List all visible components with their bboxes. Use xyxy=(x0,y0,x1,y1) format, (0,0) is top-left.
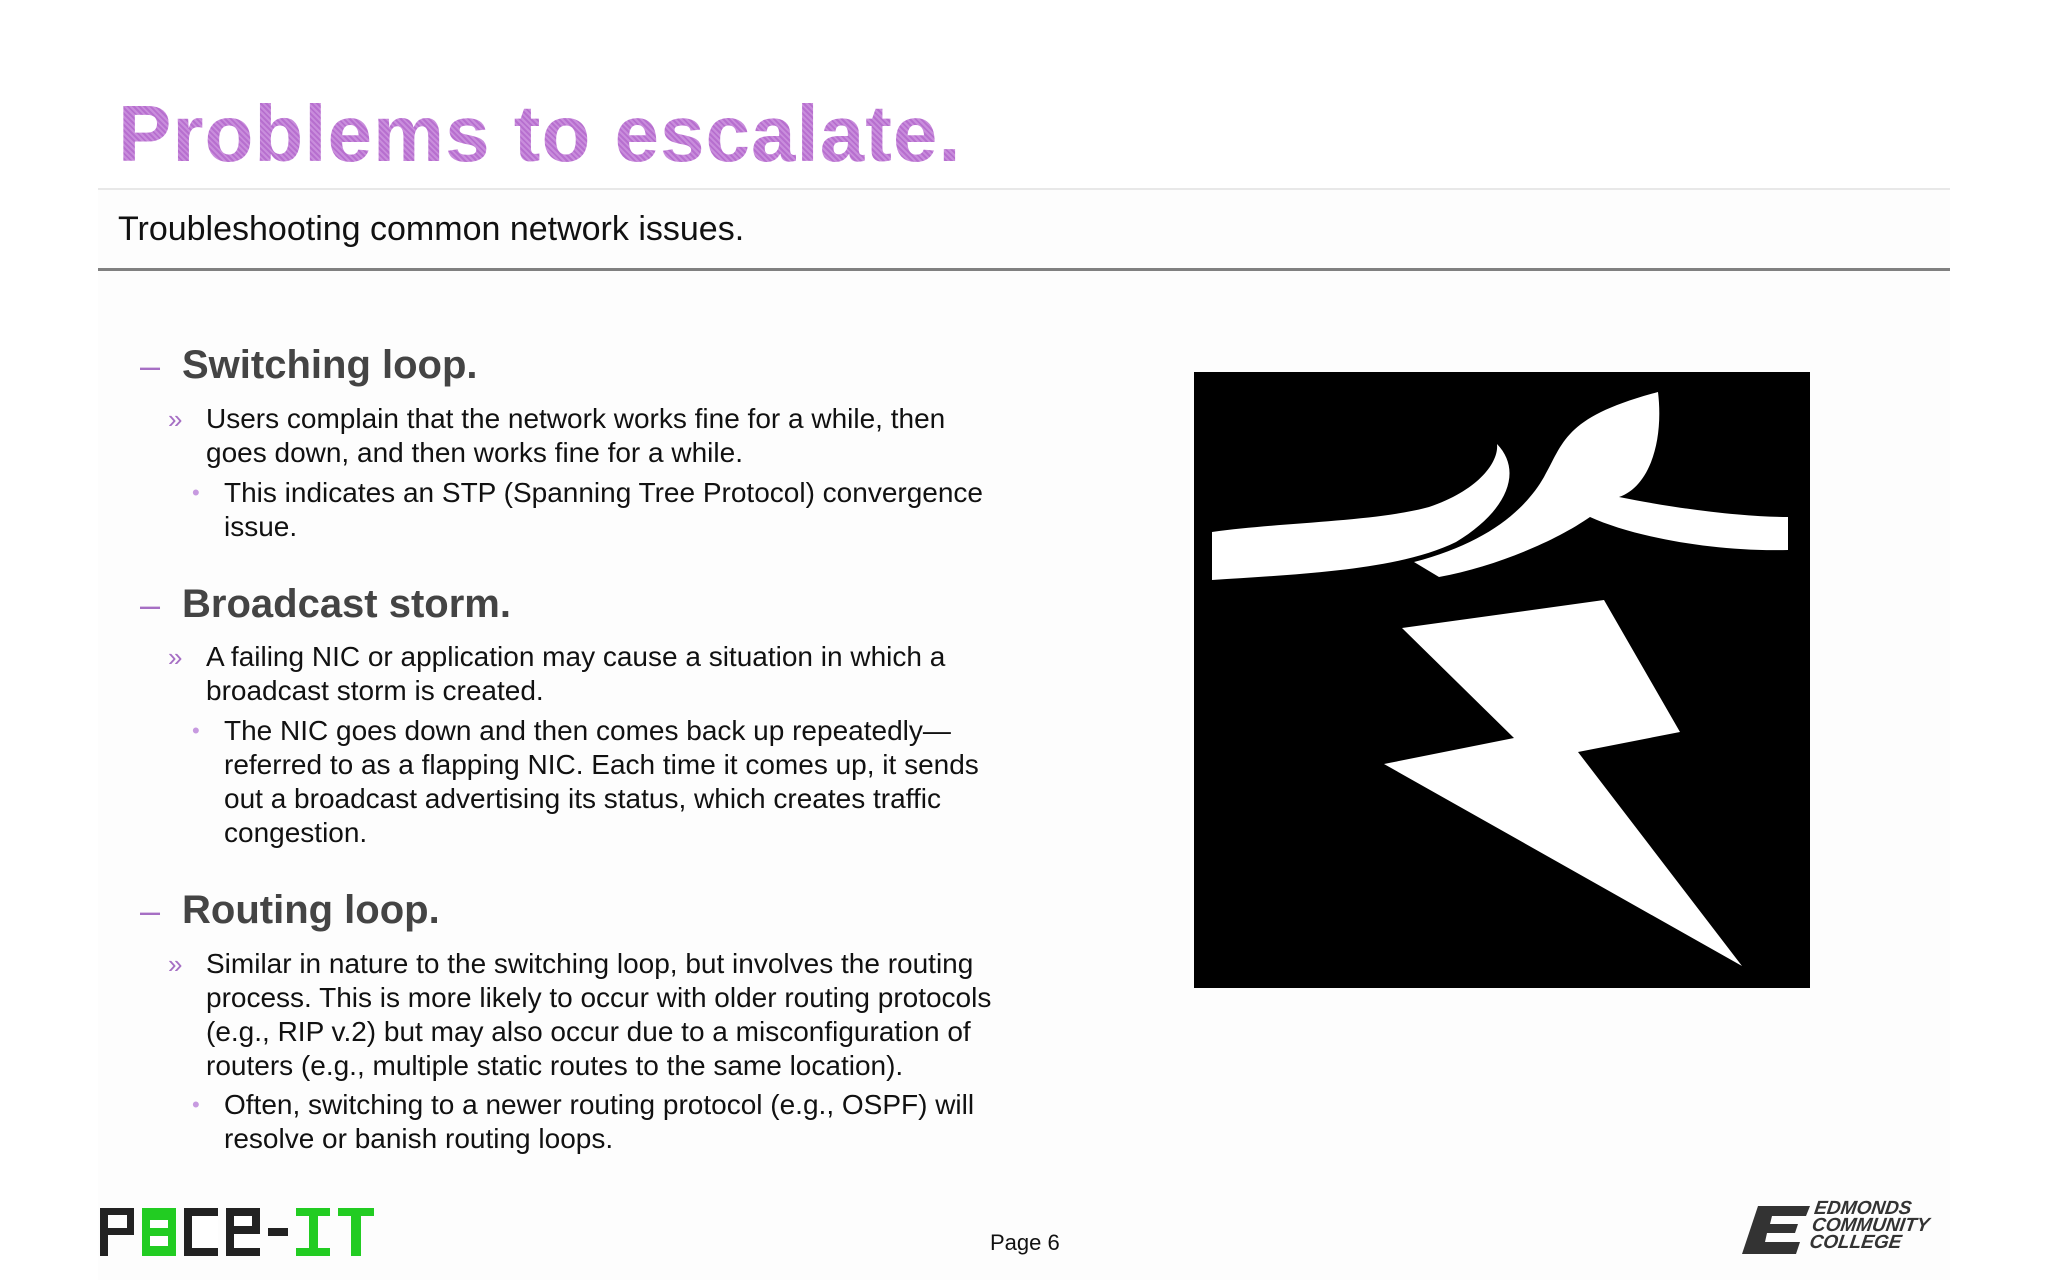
bullet-item xyxy=(168,947,1008,1083)
sub-bullet-item xyxy=(192,476,1012,544)
section-title-switching-loop: Switching loop. xyxy=(182,343,478,387)
pace-it-logo-graphic xyxy=(100,1200,390,1260)
sub-bullet-marker: • xyxy=(192,718,200,743)
pace-it-logo xyxy=(100,1200,390,1260)
lightning-storm-graphic xyxy=(1194,372,1810,988)
title-divider xyxy=(98,188,1950,190)
college-name-line: EDMONDS xyxy=(1812,1198,1913,1219)
sub-bullet-marker: • xyxy=(192,480,200,505)
college-name-line: COMMUNITY xyxy=(1810,1215,1931,1236)
college-name-line: COLLEGE xyxy=(1808,1232,1903,1253)
dash-marker: – xyxy=(140,890,161,931)
sub-bullet-item xyxy=(192,1088,1012,1156)
college-logo-mark xyxy=(1740,1200,1810,1260)
bullet-marker: » xyxy=(168,949,183,979)
section-title-routing-loop: Routing loop. xyxy=(182,888,440,932)
subtitle-divider xyxy=(98,268,1950,271)
section-heading xyxy=(140,343,478,388)
bullet-text: Users complain that the network works fine for a while, then goes down, and then works fine for a while. xyxy=(206,403,946,468)
dash-marker: – xyxy=(140,345,161,386)
sub-bullet-item xyxy=(192,714,1012,850)
page-number: Page 6 xyxy=(990,1230,1060,1255)
sub-bullet-text: Often, switching to a newer routing protocol (e.g., OSPF) will resolve or banish routing loops. xyxy=(224,1089,975,1154)
sub-bullet-text: The NIC goes down and then comes back up repeatedly—referred to as a flapping NIC. Each time it comes up, it sends out a broadcast advertising its status, which creates traffic congestion. xyxy=(224,715,979,848)
sub-bullet-marker: • xyxy=(192,1092,200,1117)
edmonds-college-logo xyxy=(1740,1200,1950,1260)
bullet-marker: » xyxy=(168,642,183,672)
slide-title: Problems to escalate. xyxy=(118,89,962,178)
dash-marker: – xyxy=(140,584,161,625)
lightning-storm-icon xyxy=(1194,372,1810,988)
bullet-item xyxy=(168,402,1008,470)
sub-bullet-text: This indicates an STP (Spanning Tree Protocol) convergence issue. xyxy=(224,477,984,542)
section-title-broadcast-storm: Broadcast storm. xyxy=(182,582,511,626)
slide-subtitle: Troubleshooting common network issues. xyxy=(118,210,745,248)
bullet-marker: » xyxy=(168,404,183,434)
section-heading xyxy=(140,888,440,933)
college-name xyxy=(1808,1200,1932,1251)
bullet-text: A failing NIC or application may cause a situation in which a broadcast storm is created. xyxy=(206,641,946,706)
bullet-item xyxy=(168,640,1008,708)
section-heading xyxy=(140,582,511,627)
bullet-text: Similar in nature to the switching loop, but involves the routing process. This is more likely to occur with older routing protocols (e.g., RIP v.2) but may also occur due to a misconfiguration of routers (e.g., multiple static routes to the same location). xyxy=(206,948,992,1081)
